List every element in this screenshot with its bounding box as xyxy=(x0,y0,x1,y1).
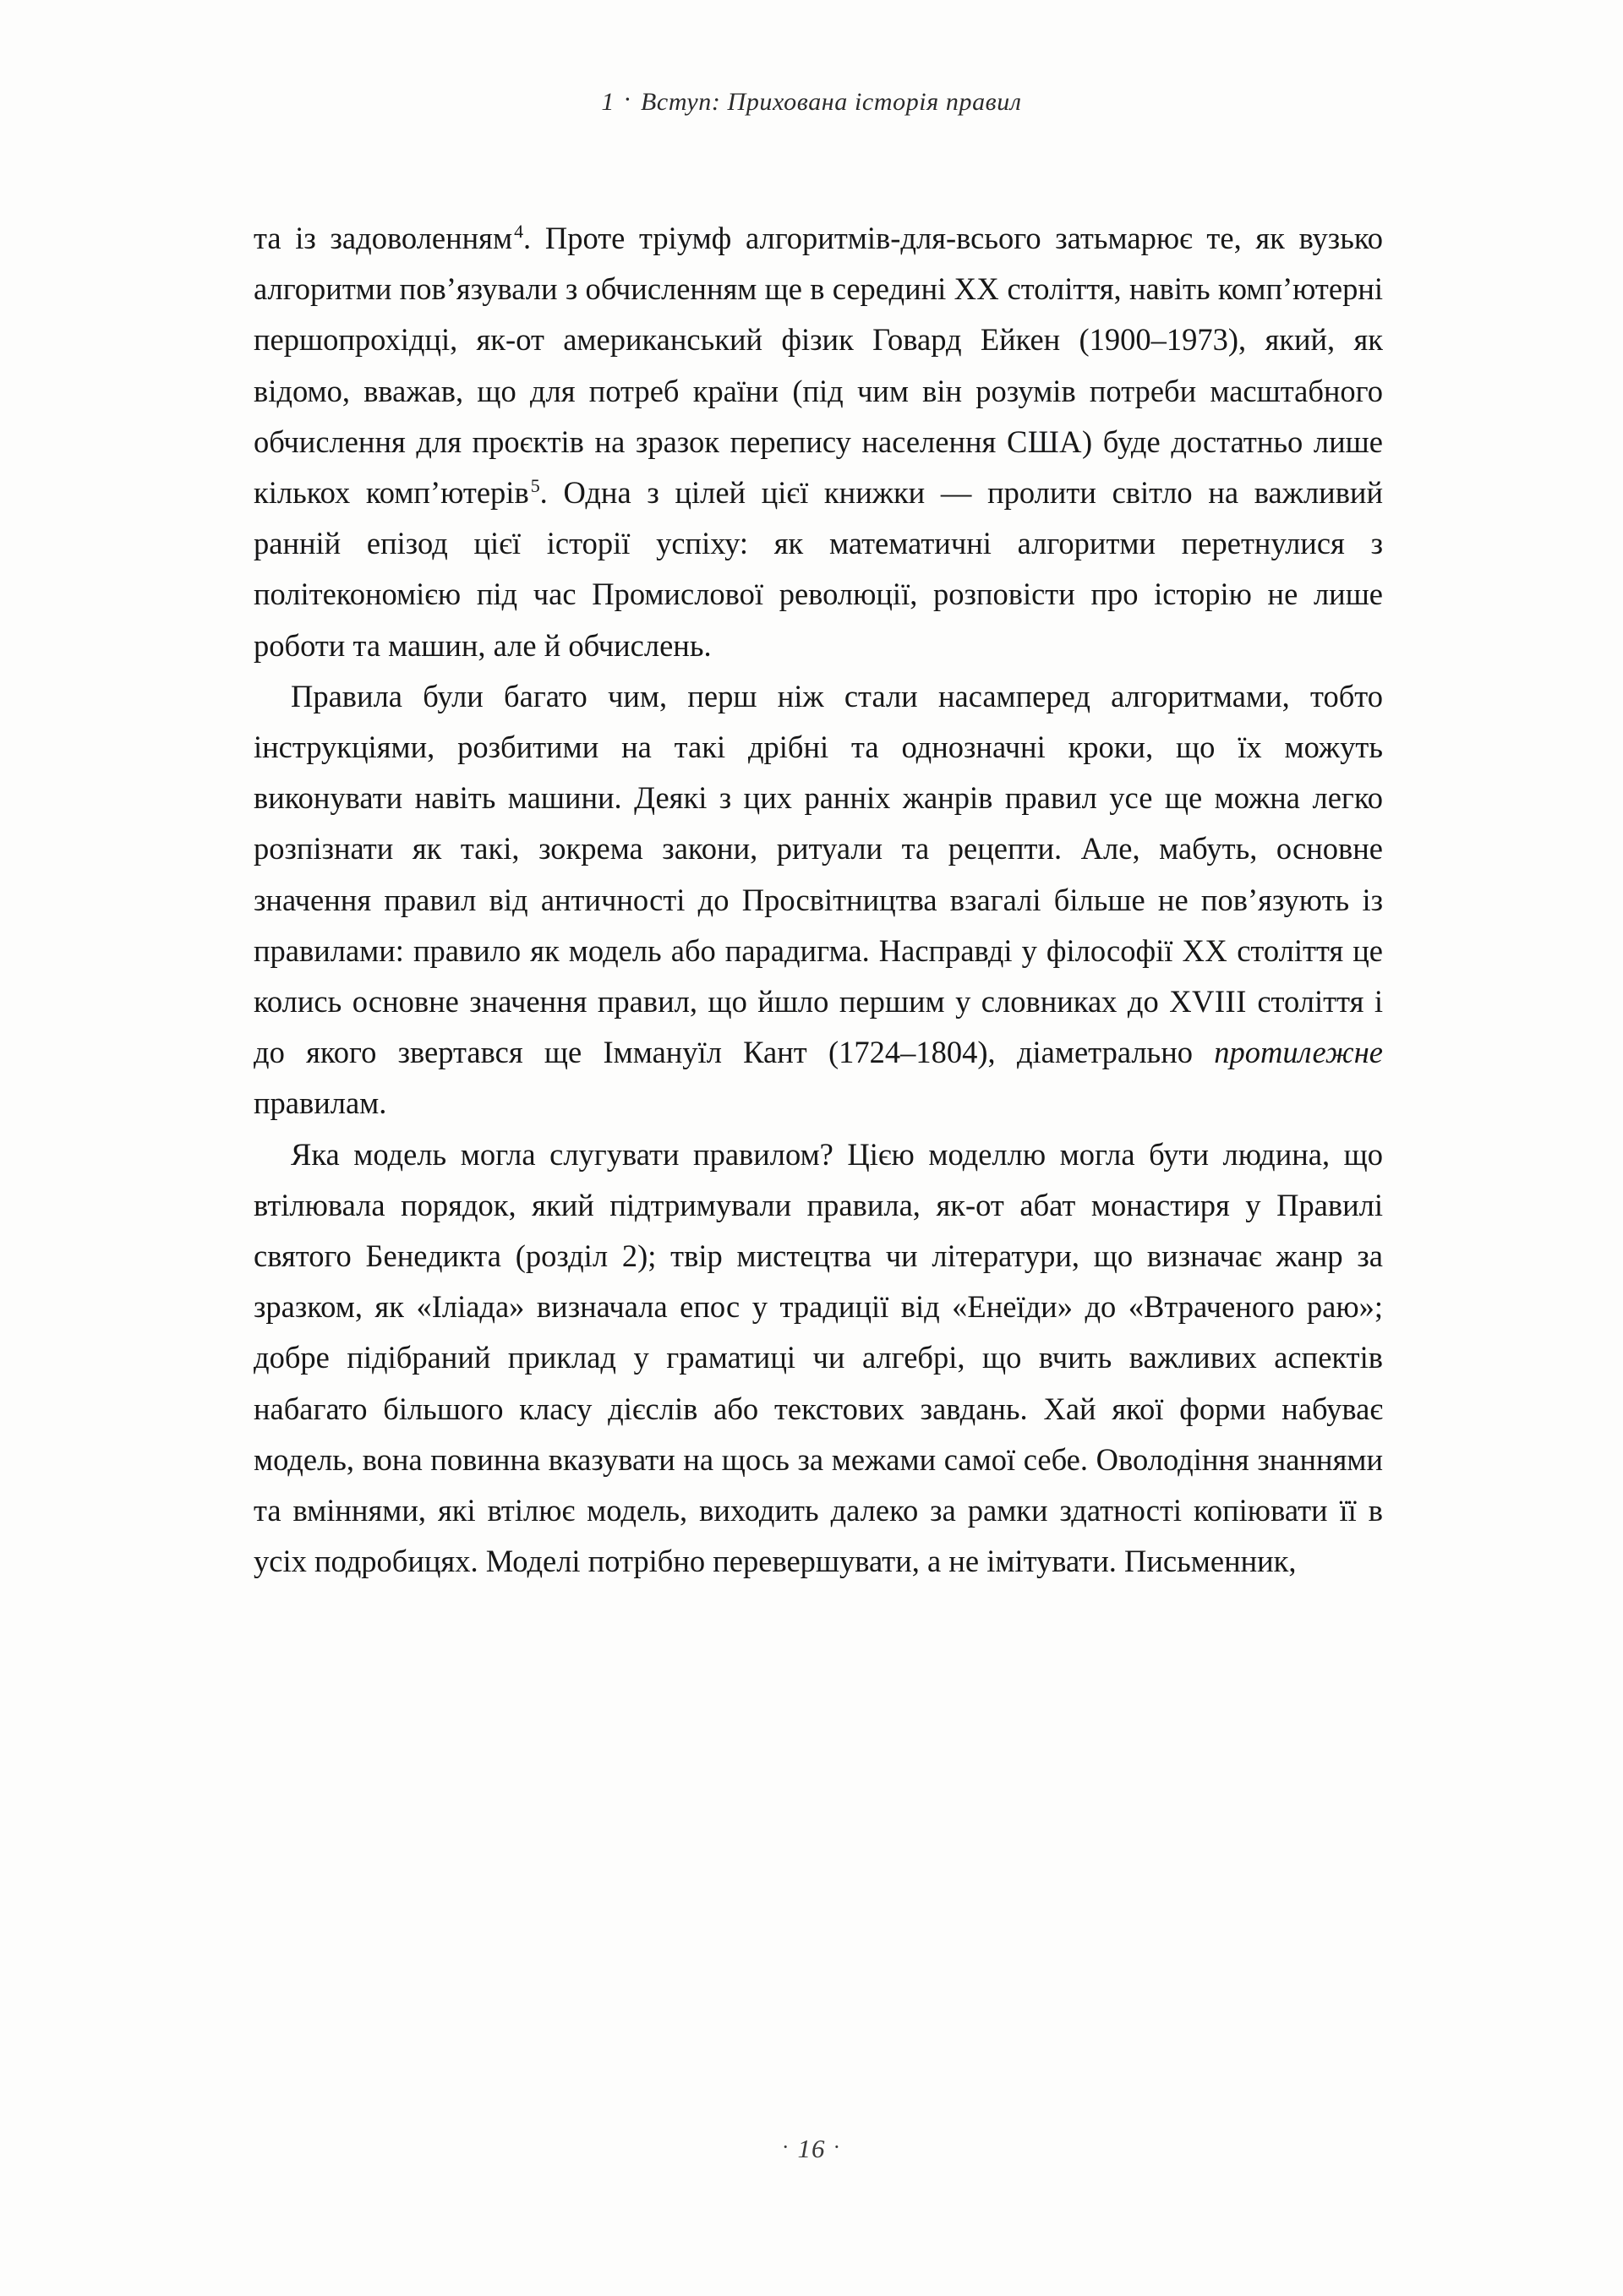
small-caps-text: XX xyxy=(1182,932,1228,968)
body-text-run: Яка модель могла слугувати правилом? Цією моделлю могла бути людина, що втілювала порядок, який підтримували правила, як-от абат монастиря у Правилі святого Бенедикта (розділ 2); твір мистецтва чи літератури, що визначає жанр за зразком, як «Іліада» визначала епос у традиції від «Енеїди» до «Втраченого раю»; добре підібраний приклад у граматиці чи алгебрі, що вчить важливих аспектів набагато більшого класу дієслів або текстових завдань. Хай якої форми набуває модель, вона повинна вказувати на щось за межами самої себе. Оволодіння знаннями та вміннями, які втілює модель, виходить далеко за рамки здатності копіювати її в усіх подробицях. Моделі потрібно перевершувати, а не імітувати. Письменник, xyxy=(254,1136,1383,1579)
folio-dot-right: · xyxy=(833,2135,842,2159)
body-text-run: століття це колись основне значення правил, що йшло першим у словниках до xyxy=(254,932,1383,1020)
body-text-run: . Проте тріумф алгоритмів-для-всього затьмарює те, як вузько алгоритми пов’язували з обчисленням ще в середині xyxy=(254,221,1384,307)
footnote-marker: 5 xyxy=(530,474,540,496)
footnote-marker: 4 xyxy=(514,220,524,242)
body-text-run: століття, навіть комп’ютерні першопрохідці, як-от американський фізик Говард Ейкен (1900–1973), який, як відомо, вважав, що для потреб країни (під чим він розумів потреби масштабного обчислення для проєктів на зразок перепису населення xyxy=(254,271,1383,459)
folio-dot-left: · xyxy=(781,2135,790,2159)
running-head-separator: · xyxy=(623,85,632,113)
running-head-title: Вступ: Прихована історія правил xyxy=(640,88,1022,116)
body-paragraph xyxy=(254,213,1383,671)
body-text xyxy=(254,213,1383,1587)
body-text-run: ) буде достатньо лише кількох комп’ютерів xyxy=(254,424,1383,511)
running-head xyxy=(0,85,1623,117)
body-text-run: століття і до якого звертався ще Іммануїл Кант (1724–1804), діаметрально xyxy=(254,984,1383,1070)
page-number xyxy=(0,2134,1623,2164)
body-text-run: та із задоволенням xyxy=(254,221,513,255)
small-caps-text: XVIII xyxy=(1169,984,1247,1020)
body-text-run: Правила були багато чим, перш ніж стали насамперед алгоритмами, тобто інструкціями, розбитими на такі дрібні та однозначні кроки, що їх можуть виконувати навіть машини. Деякі з цих ранніх жанрів правил усе ще можна легко розпізнати як такі, зокрема закони, ритуали та рецепти. Але, мабуть, основне значення правил від античності до Просвітництва взагалі більше не пов’язують із правилами: правило як модель або парадигма. Насправді у філософії xyxy=(254,678,1383,968)
small-caps-text: США xyxy=(1006,424,1082,459)
folio-number: 16 xyxy=(797,2134,826,2163)
small-caps-text: XX xyxy=(954,271,1000,307)
body-paragraph xyxy=(254,671,1383,1129)
body-paragraph xyxy=(254,1129,1383,1588)
emphasis-text: протилежне xyxy=(1214,1035,1383,1070)
body-text-run: правилам. xyxy=(254,1085,387,1121)
body-text-run: . Одна з цілей цієї книжки — пролити світло на важливий ранній епізод цієї історії успіху: як математичні алгоритми перетнулися з політекономією під час Промислової революції, розповісти про історію не лише роботи та машин, але й обчислень. xyxy=(254,475,1383,663)
running-head-chapter-number: 1 xyxy=(601,88,615,116)
